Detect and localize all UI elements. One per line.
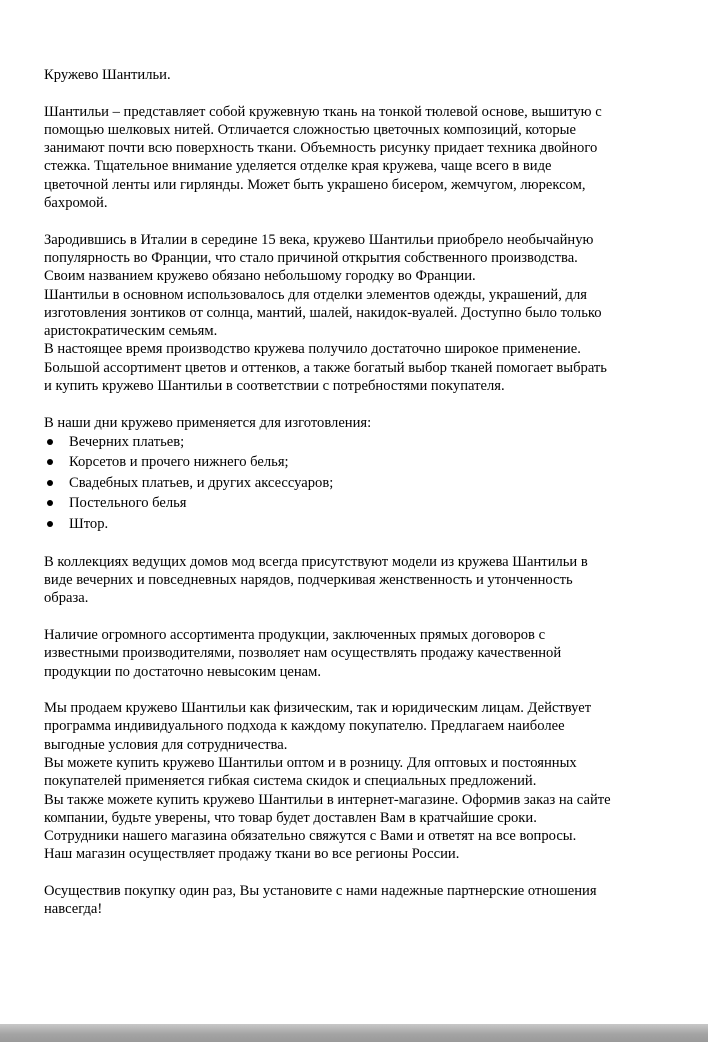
text-line: популярность во Франции, что стало причиной открытия собственного производства. (44, 249, 578, 266)
text-line: Сотрудники нашего магазина обязательно свяжутся с Вами и ответят на все вопросы. (44, 828, 577, 845)
text-line: Зародившись в Италии в середине 15 века, кружево Шантильи приобрело необычайную (44, 231, 594, 248)
text-line: и купить кружево Шантильи в соответствии с потребностями покупателя. (44, 378, 505, 395)
text-line: Вы также можете купить кружево Шантильи в интернет-магазине. Оформив заказ на сайте (44, 791, 611, 808)
blank-line (44, 212, 672, 230)
text-line: выгодные условия для сотрудничества. (44, 736, 288, 753)
text-line: Мы продаем кружево Шантильи как физическим, так и юридическим лицам. Действует (44, 700, 592, 717)
text-line: образа. (44, 590, 89, 607)
paragraph-closing (44, 882, 672, 919)
bullet-icon (47, 521, 53, 527)
bullet-icon (47, 500, 53, 506)
list-item (44, 514, 672, 535)
text-line: цветочной ленты или гирлянды. Может быть украшено бисером, жемчугом, люрексом, (44, 176, 586, 193)
paragraph-history (44, 231, 672, 396)
list-item (44, 493, 672, 514)
text-line: Шантильи – представляет собой кружевную ткань на тонкой тюлевой основе, вышитую с (44, 103, 602, 120)
usage-list (44, 432, 672, 535)
bullet-icon (47, 439, 53, 445)
text-line: помощью шелковых нитей. Отличается сложностью цветочных композиций, которые (44, 121, 576, 138)
text-line: известными производителями, позволяет нам осуществлять продажу качественной (44, 645, 562, 662)
blank-line (44, 395, 672, 413)
list-item-text: Корсетов и прочего нижнего белья; (69, 454, 289, 471)
document-title: Кружево Шантильи. (44, 67, 171, 83)
text-line: Наличие огромного ассортимента продукции, заключенных прямых договоров с (44, 626, 546, 643)
list-item-text: Вечерних платьев; (69, 433, 185, 450)
document-body (44, 66, 672, 919)
text-line: изготовления зонтиков от солнца, мантий, шалей, накидок-вуалей. Доступно было только (44, 304, 602, 321)
list-intro: В наши дни кружево применяется для изготовления: (44, 414, 372, 431)
paragraph-assortment (44, 626, 672, 681)
text-line: Шантильи в основном использовалось для отделки элементов одежды, украшений, для (44, 286, 587, 303)
text-line: Вы можете купить кружево Шантильи оптом и в розницу. Для оптовых и постоянных (44, 755, 577, 771)
text-line: компании, будьте уверены, что товар будет доставлен Вам в кратчайшие сроки. (44, 809, 537, 826)
text-line: аристократическим семьям. (44, 323, 218, 340)
list-item (44, 452, 672, 473)
blank-line (44, 864, 672, 882)
text-line: Осуществив покупку один раз, Вы установите с нами надежные партнерские отношения (44, 883, 597, 900)
text-line: стежка. Тщательное внимание уделяется отделке края кружева, чаще всего в виде (44, 158, 552, 175)
paragraph-collections (44, 553, 672, 608)
text-line: Большой ассортимент цветов и оттенков, а также богатый выбор тканей помогает выбрать (44, 359, 607, 376)
list-item-text: Штор. (69, 515, 109, 532)
text-line: Своим названием кружево обязано небольшому городку во Франции. (44, 268, 476, 285)
text-line: продукции по достаточно невысоким ценам. (44, 663, 322, 680)
list-item-text: Постельного белья (69, 495, 187, 512)
page-bottom-shadow (0, 1024, 708, 1042)
text-line: занимают почти всю поверхность ткани. Объемность рисунку придает техника двойного (44, 140, 598, 157)
blank-line (44, 608, 672, 626)
text-line: В коллекциях ведущих домов мод всегда присутствуют модели из кружева Шантильи в (44, 553, 588, 570)
paragraph-sales (44, 699, 672, 864)
list-item-text: Свадебных платьев, и других аксессуаров; (69, 474, 334, 491)
text-line: навсегда! (44, 901, 103, 918)
bullet-icon (47, 480, 53, 486)
text-line: программа индивидуального подхода к каждому покупателю. Предлагаем наиболее (44, 718, 565, 735)
bullet-icon (47, 459, 53, 465)
list-item (44, 432, 672, 453)
blank-line (44, 681, 672, 699)
text-line: В настоящее время производство кружева получило достаточно широкое применение. (44, 341, 581, 358)
text-line: виде вечерних и повседневных нарядов, подчеркивая женственность и утонченность (44, 572, 573, 589)
blank-line (44, 84, 672, 102)
paragraph-description (44, 103, 672, 213)
text-line: Наш магазин осуществляет продажу ткани во все регионы России. (44, 846, 460, 863)
blank-line (44, 534, 672, 552)
list-item (44, 473, 672, 494)
text-line: покупателей применяется гибкая система скидок и специальных предложений. (44, 773, 537, 790)
text-line: бахромой. (44, 195, 108, 212)
